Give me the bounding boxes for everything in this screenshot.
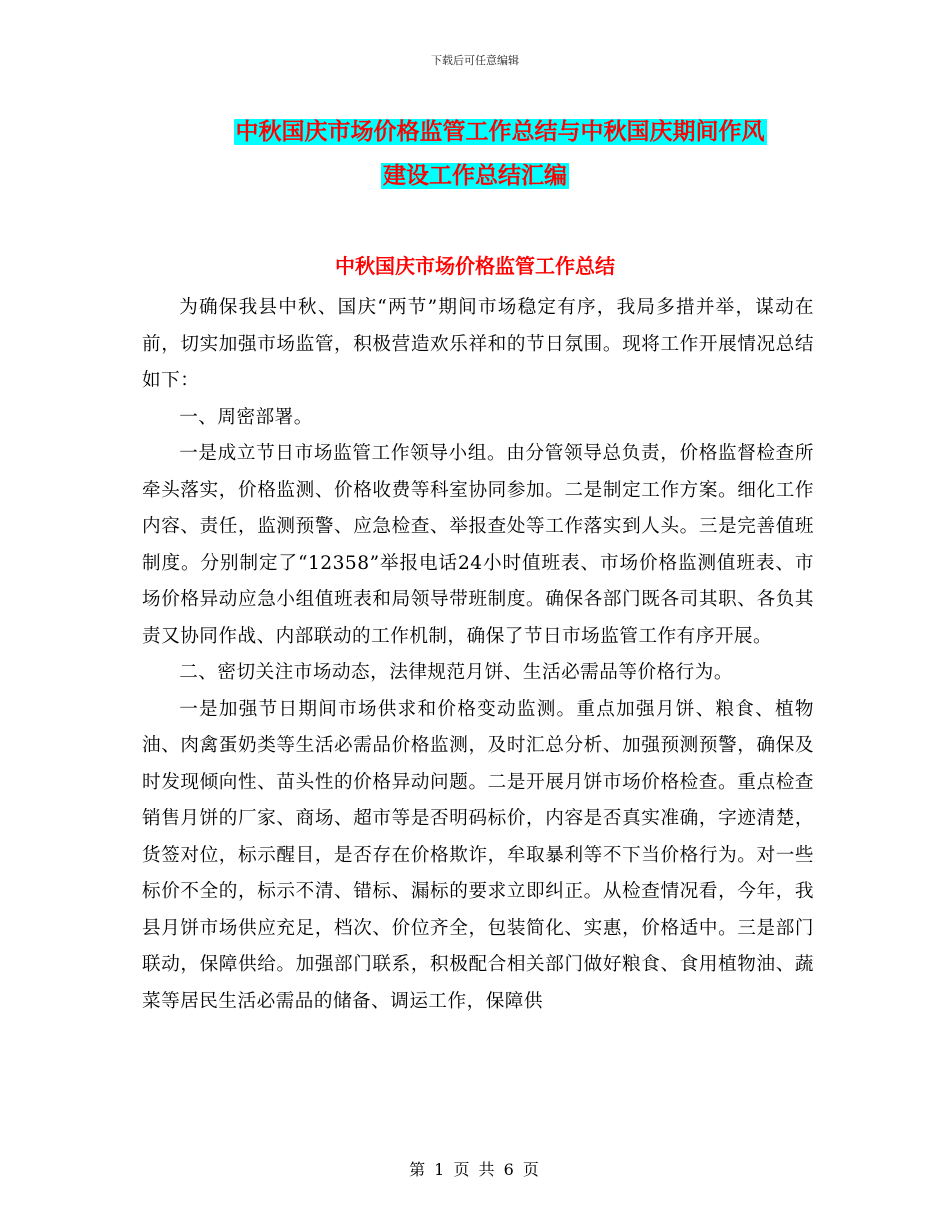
paragraph: 为确保我县中秋、国庆“两节”期间市场稳定有序，我局多措并举，谋动在前，切实加强市场监管，积极营造欢乐祥和的节日氛围。现将工作开展情况总结如下： <box>142 297 814 391</box>
section-title: 中秋国庆市场价格监管工作总结 <box>335 254 615 278</box>
paragraph: 一、周密部署。 <box>179 406 313 428</box>
paragraph: 一是加强节日期间市场供求和价格变动监测。重点加强月饼、粮食、植物油、肉禽蛋奶类等生活必需品价格监测，及时汇总分析、加强预测预警，确保及时发现倾向性、苗头性的价格异动问题。二是开展月饼市场价格检查。重点检查销售月饼的厂家、商场、超市等是否明码标价，内容是否真实准确，字迹清楚，货签对位，标示醒目，是否存在价格欺诈，牟取暴利等不下当价格行为。对一些标价不全的，标示不清、错标、漏标的要求立即纠正。从检查情况看，今年，我县月饼市场供应充足，档次、价位齐全，包装简化、实惠，价格适中。三是部门联动，保障供给。加强部门联系，积极配合相关部门做好粮食、食用植物油、蔬菜等居民生活必需品的储备、调运工作，保障供 <box>142 698 814 1012</box>
title-line-2: 建设工作总结汇编 <box>383 163 567 189</box>
document-title <box>0 110 950 198</box>
title-line-1: 中秋国庆市场价格监管工作总结与中秋国庆期间作风 <box>235 119 765 145</box>
paragraph: 二、密切关注市场动态，法律规范月饼、生活必需品等价格行为。 <box>179 662 733 683</box>
paragraph: 一是成立节日市场监管工作领导小组。由分管领导总负责，价格监督检查所牵头落实，价格监测、价格收费等科室协同参加。二是制定工作方案。细化工作内容、责任，监测预警、应急检查、举报查处等工作落实到人头。三是完善值班制度。分别制定了“12358”举报电话24小时值班表、市场价格监测值班表、市场价格异动应急小组值班表和局领导带班制度。确保各部门既各司其职、各负其责又协同作战、内部联动的工作机制，确保了节日市场监管工作有序开展。 <box>142 443 814 647</box>
page-footer: 第 1 页 共 6 页 <box>409 1160 541 1179</box>
document-body <box>142 290 814 1020</box>
header-note: 下载后可任意编辑 <box>431 54 519 67</box>
